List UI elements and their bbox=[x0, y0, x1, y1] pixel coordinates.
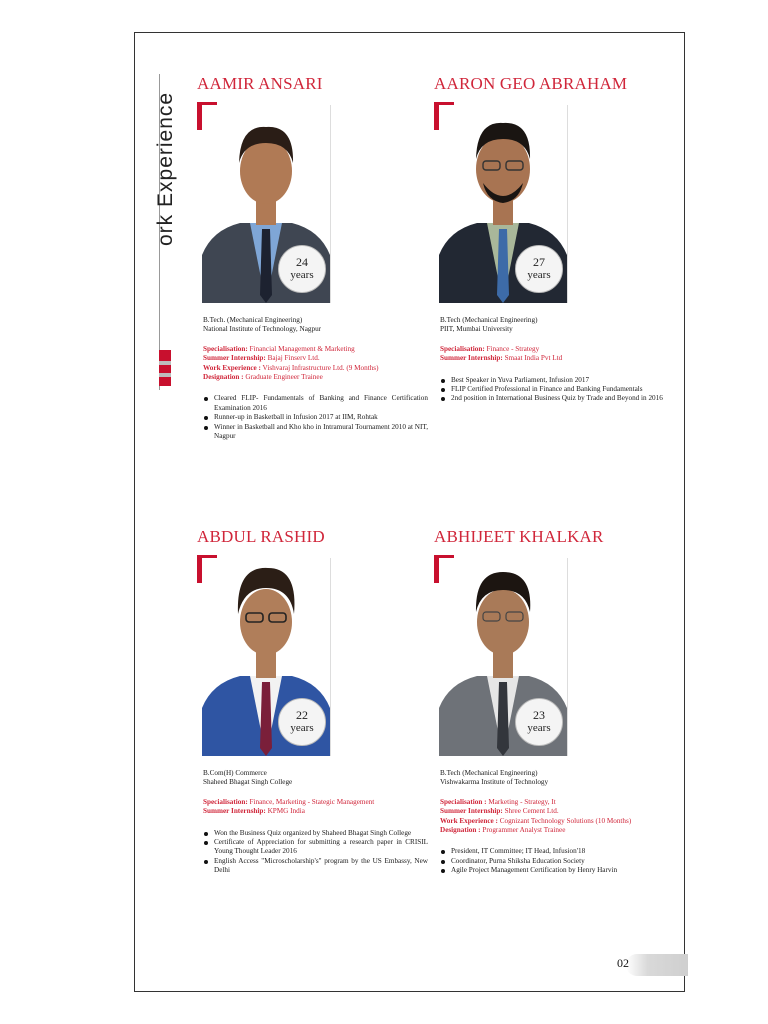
specialisation-line bbox=[203, 345, 428, 354]
achievement-item: Cleared FLIP- Fundamentals of Banking and Finance Certification Examination 2016 bbox=[203, 394, 428, 413]
achievement-item: Certificate of Appreciation for submitting a research paper in CRISIL Young Thought Leader 2016 bbox=[203, 838, 428, 857]
age-number: 27 bbox=[533, 255, 545, 269]
profile-info bbox=[203, 769, 428, 876]
designation-value: Graduate Engineer Trainee bbox=[243, 373, 323, 382]
profile-photo-frame bbox=[197, 555, 333, 760]
age-number: 23 bbox=[533, 708, 545, 722]
age-unit: years bbox=[527, 722, 551, 734]
institute-text: National Institute of Technology, Nagpur bbox=[203, 325, 322, 334]
achievement-item: President, IT Committee; IT Head, Infusion'18 bbox=[440, 847, 665, 856]
internship-label: Summer Internship: bbox=[440, 807, 503, 816]
age-number: 24 bbox=[296, 255, 308, 269]
achievements-list bbox=[203, 829, 428, 876]
institute-text: Shaheed Bhagat Singh College bbox=[203, 778, 293, 787]
specialisation-line bbox=[440, 345, 665, 354]
page-number: 02 bbox=[617, 956, 629, 970]
specialisation-label: Specialisation: bbox=[440, 344, 485, 353]
designation-label: Designation : bbox=[440, 826, 481, 835]
page-number-tab bbox=[612, 954, 688, 976]
specialisation-line bbox=[203, 798, 428, 807]
work-experience-line bbox=[203, 364, 428, 373]
profile-photo bbox=[439, 558, 568, 756]
side-bar-red-1 bbox=[159, 350, 171, 361]
profile-photo bbox=[439, 105, 568, 303]
career-details bbox=[203, 798, 428, 817]
achievement-item: English Access "Microscholarship's" program by the US Embassy, New Delhi bbox=[203, 857, 428, 876]
face-shape bbox=[477, 589, 529, 655]
achievements-list bbox=[440, 847, 665, 875]
profile-name: AAMIR ANSARI bbox=[197, 74, 323, 93]
side-bar-red-3 bbox=[159, 377, 171, 386]
achievement-item: Winner in Basketball and Kho kho in Intramural Tournament 2010 at NIT, Nagpur bbox=[203, 423, 428, 442]
career-details bbox=[203, 345, 428, 383]
specialisation-value: Financial Management & Marketing bbox=[247, 344, 355, 353]
internship-label: Summer Internship: bbox=[203, 354, 266, 363]
side-bar-red-2 bbox=[159, 365, 171, 373]
age-badge bbox=[278, 245, 326, 293]
internship-line bbox=[203, 354, 428, 363]
achievement-item: Coordinator, Purna Shiksha Education Society bbox=[440, 857, 665, 866]
profile-name: AARON GEO ABRAHAM bbox=[434, 74, 628, 93]
achievement-item: 2nd position in International Business Quiz by Trade and Beyond in 2016 bbox=[440, 394, 665, 403]
profile-info bbox=[440, 769, 665, 876]
tie-shape bbox=[497, 229, 509, 303]
age-unit: years bbox=[290, 722, 314, 734]
achievements-list bbox=[203, 394, 428, 441]
profile-name: ABHIJEET KHALKAR bbox=[434, 527, 604, 546]
designation-value: Programmer Analyst Trainee bbox=[480, 826, 566, 835]
specialisation-value: Finance, Marketing - Stategic Management bbox=[247, 797, 375, 806]
profile-photo-frame bbox=[434, 555, 570, 760]
career-details bbox=[440, 798, 665, 836]
internship-label: Summer Internship: bbox=[203, 807, 266, 816]
profile-name: ABDUL RASHID bbox=[197, 527, 325, 546]
achievements-list bbox=[440, 376, 665, 404]
degree-text: B.Tech (Mechanical Engineering) bbox=[440, 769, 538, 777]
age-unit: years bbox=[527, 269, 551, 281]
internship-line bbox=[440, 807, 665, 816]
degree-text: B.Tech. (Mechanical Engineering) bbox=[203, 316, 303, 324]
specialisation-line bbox=[440, 798, 665, 807]
internship-label: Summer Internship: bbox=[440, 354, 503, 363]
degree-text: B.Com(H) Commerce bbox=[203, 769, 267, 777]
designation-line bbox=[440, 826, 665, 835]
tie-shape bbox=[497, 682, 509, 756]
specialisation-label: Specialisation: bbox=[203, 344, 248, 353]
career-details bbox=[440, 345, 665, 364]
designation-label: Designation : bbox=[203, 373, 244, 382]
internship-value: KPMG India bbox=[265, 807, 305, 816]
internship-line bbox=[440, 354, 665, 363]
achievement-item: Won the Business Quiz organized by Shaheed Bhagat Singh College bbox=[203, 829, 428, 838]
age-badge bbox=[278, 698, 326, 746]
profile-photo-frame bbox=[197, 102, 333, 307]
specialisation-label: Specialisation: bbox=[203, 797, 248, 806]
work-experience-line bbox=[440, 817, 665, 826]
profile-photo-frame bbox=[434, 102, 570, 307]
profile-info bbox=[203, 316, 428, 441]
specialisation-label: Specialisation : bbox=[440, 797, 487, 806]
achievement-item: Best Speaker in Yuva Parliament, Infusion 2017 bbox=[440, 376, 665, 385]
internship-value: Smaat India Pvt Ltd bbox=[502, 354, 563, 363]
profile-photo bbox=[202, 558, 331, 756]
achievement-item: Agile Project Management Certification by Henry Harvin bbox=[440, 866, 665, 875]
profile-info bbox=[440, 316, 665, 404]
age-badge bbox=[515, 698, 563, 746]
specialisation-value: Finance - Strategy bbox=[484, 344, 540, 353]
designation-line bbox=[203, 373, 428, 382]
internship-line bbox=[203, 807, 428, 816]
age-unit: years bbox=[290, 269, 314, 281]
profile-photo bbox=[202, 105, 331, 303]
institute-text: PIIT, Mumbai University bbox=[440, 325, 513, 334]
achievement-item: FLIP Certified Professional in Finance and Banking Fundamentals bbox=[440, 385, 665, 394]
internship-value: Shree Cement Ltd. bbox=[502, 807, 559, 816]
work-experience-value: Vishvaraj Infrastructure Ltd. (9 Months) bbox=[260, 363, 379, 372]
work-experience-label: Work Experience : bbox=[203, 363, 261, 372]
side-tab-label: ork Experience bbox=[154, 91, 177, 246]
age-badge bbox=[515, 245, 563, 293]
work-experience-value: Cognizant Technology Solutions (10 Months) bbox=[497, 816, 632, 825]
specialisation-value: Marketing - Strategy, It bbox=[486, 797, 556, 806]
degree-text: B.Tech (Mechanical Engineering) bbox=[440, 316, 538, 324]
tie-shape bbox=[260, 229, 272, 303]
achievement-item: Runner-up in Basketball in Infusion 2017 at IIM, Rohtak bbox=[203, 413, 428, 422]
institute-text: Vishwakarma Institute of Technology bbox=[440, 778, 549, 787]
age-number: 22 bbox=[296, 708, 308, 722]
work-experience-label: Work Experience : bbox=[440, 816, 498, 825]
page-number-shape bbox=[626, 954, 688, 976]
internship-value: Bajaj Finserv Ltd. bbox=[265, 354, 320, 363]
tie-shape bbox=[260, 682, 272, 756]
